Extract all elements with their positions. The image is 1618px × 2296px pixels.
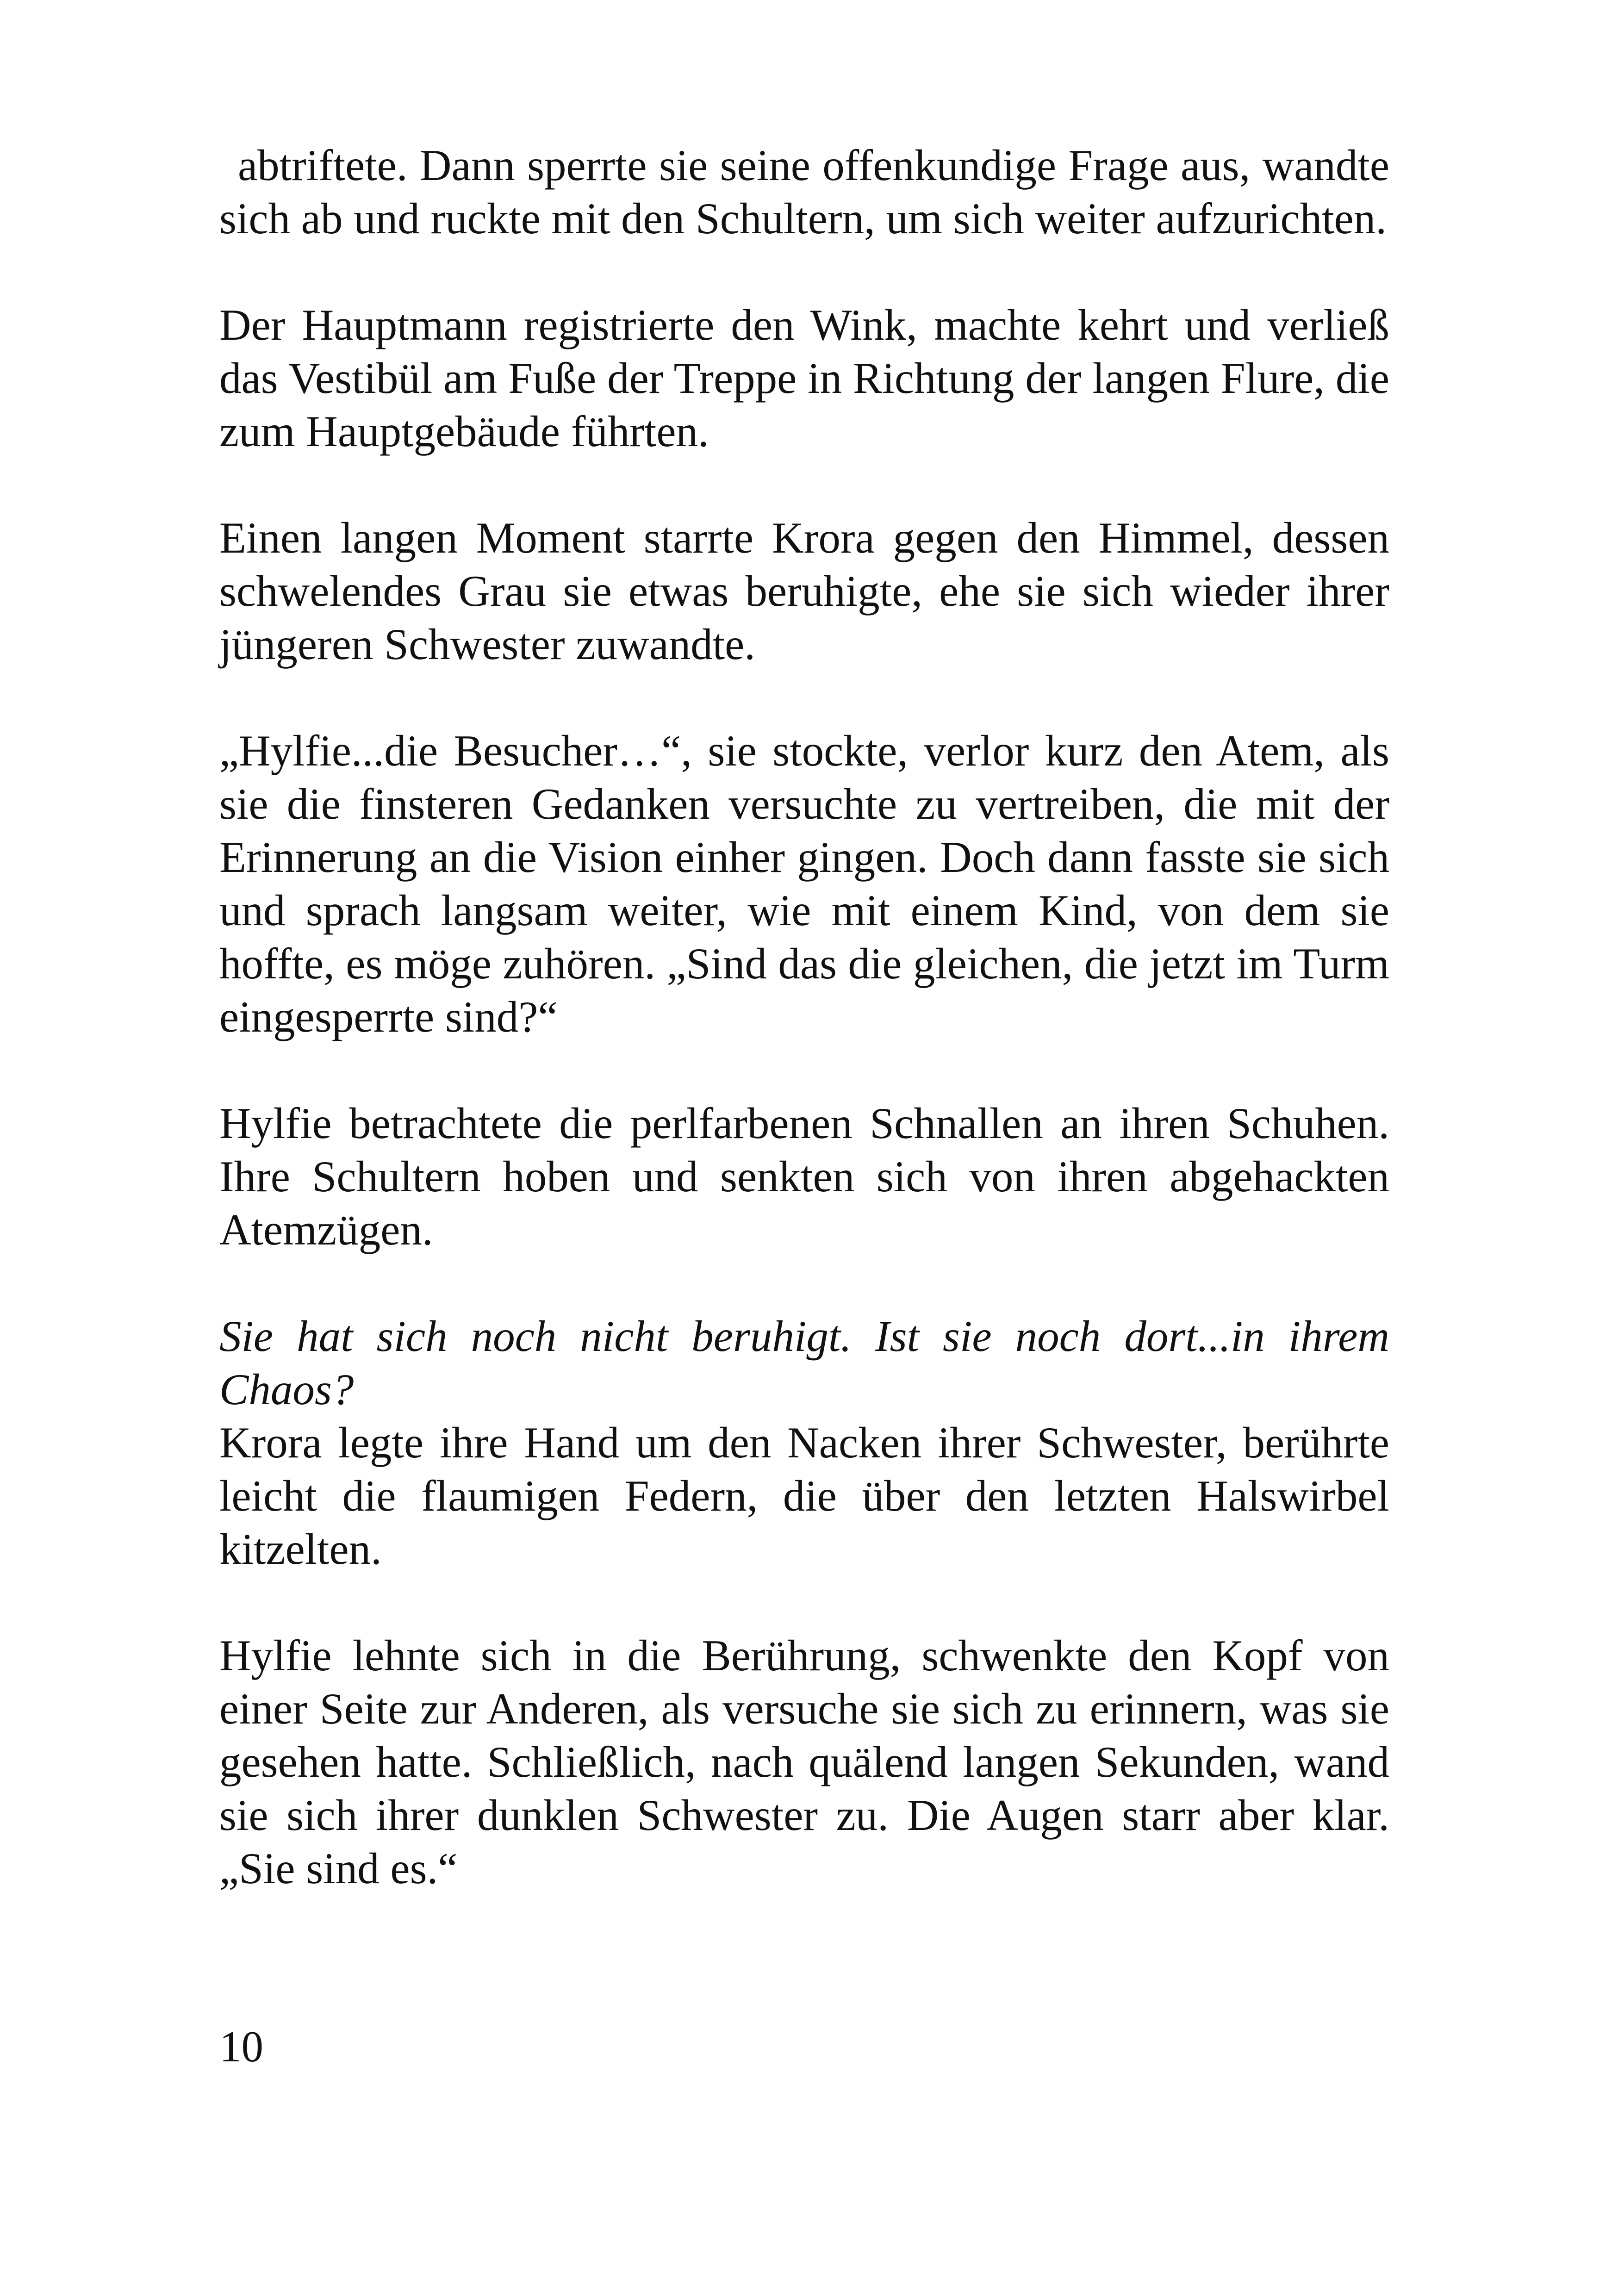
page-number: 10 xyxy=(219,2022,263,2071)
paragraph: „Hylfie...die Besucher…“, sie stockte, verlor kurz den Atem, als sie die finsteren Gedanken versuchte zu vertreiben, die mit der Erinnerung an die Vision einher gingen. Doch dann fasste sie sich und sprach langsam weiter, wie mit einem Kind, von dem sie hoffte, es möge zuhören. „Sind das die gleichen, die jetzt im Turm eingesperrte sind?“ xyxy=(219,726,1389,1041)
inner-thought-paragraph: Sie hat sich noch nicht beruhigt. Ist sie noch dort...in ihrem Chaos? xyxy=(219,1312,1389,1414)
paragraph: Einen langen Moment starrte Krora gegen den Himmel, dessen schwelendes Grau sie etwas beruhigte, ehe sie sich wieder ihrer jüngeren Schwester zuwandte. xyxy=(219,513,1389,669)
page-text xyxy=(219,139,1389,1948)
paragraph: Der Hauptmann registrierte den Wink, machte kehrt und verließ das Vestibül am Fuße der Treppe in Richtung der langen Flure, die zum Hauptgebäude führten. xyxy=(219,300,1389,456)
paragraph: Hylfie betrachtete die perlfarbenen Schnallen an ihren Schuhen. Ihre Schultern hoben und senkten sich von ihren abgehackten Atemzügen. xyxy=(219,1099,1389,1254)
paragraph: Krora legte ihre Hand um den Nacken ihrer Schwester, berührte leicht die flaumigen Federn, die über den letzten Halswirbel kitzelten. xyxy=(219,1418,1389,1574)
paragraph: abtriftete. Dann sperrte sie seine offenkundige Frage aus, wandte sich ab und ruckte mit den Schultern, um sich weiter aufzurichten. xyxy=(219,141,1389,243)
paragraph: Hylfie lehnte sich in die Berührung, schwenkte den Kopf von einer Seite zur Anderen, als versuche sie sich zu erinnern, was sie gesehen hatte. Schließlich, nach quälend langen Sekunden, wand sie sich ihrer dunklen Schwester zu. Die Augen starr aber klar. „Sie sind es.“ xyxy=(219,1631,1389,1893)
